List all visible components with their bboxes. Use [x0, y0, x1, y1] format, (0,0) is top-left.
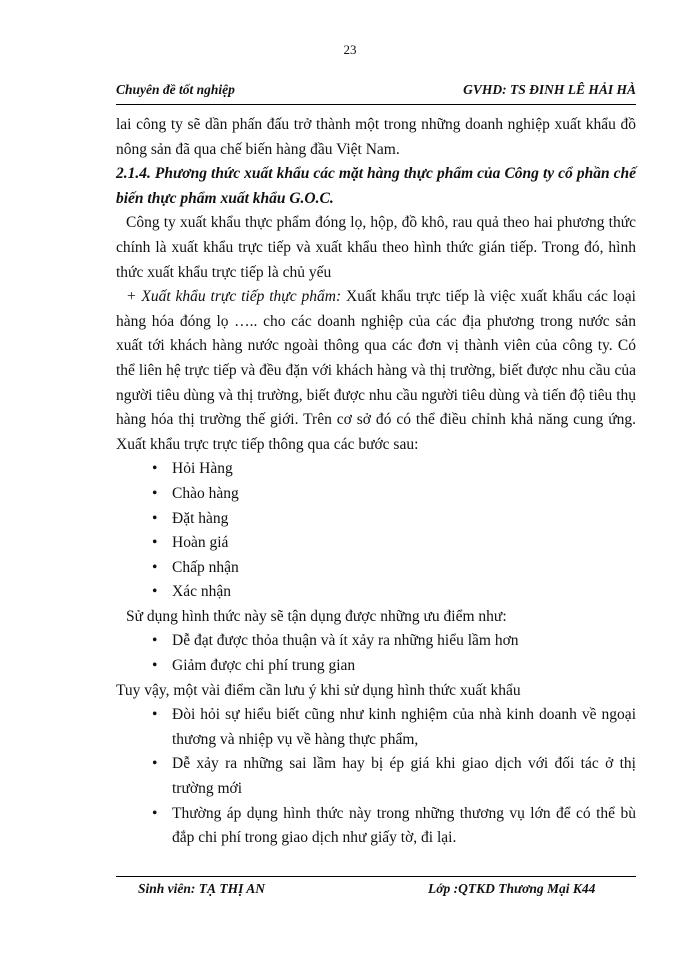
bullet-icon: •: [152, 804, 158, 822]
list-item: [152, 703, 636, 752]
paragraph-advantages-intro: Sử dụng hình thức này sẽ tận dụng được những ưu điểm như:: [126, 607, 507, 625]
notes-list: [116, 703, 636, 851]
list-item-text: Chấp nhận: [172, 558, 239, 576]
list-item-text: Hỏi Hàng: [172, 460, 233, 478]
header-supervisor: GVHD: TS ĐINH LÊ HẢI HÀ: [463, 82, 636, 97]
bullet-icon: •: [152, 706, 158, 724]
list-item: [152, 580, 636, 605]
bullet-icon: •: [152, 632, 158, 650]
list-item: [152, 531, 636, 556]
page-body: [116, 113, 636, 851]
paragraph-direct-export: [116, 285, 636, 457]
list-item-text: Dễ xảy ra những sai lầm hay bị ép giá khi giao dịch với đối tác ở thị trường mới: [172, 755, 636, 798]
list-item: [152, 752, 636, 801]
header-divider: [116, 104, 636, 105]
list-item: [152, 654, 636, 679]
list-item-text: Đặt hàng: [172, 509, 229, 527]
bullet-icon: •: [152, 509, 158, 527]
paragraph-methods: Công ty xuất khẩu thực phẩm đóng lọ, hộp, đồ khô, rau quả theo hai phương thức chính là xuất khẩu trực tiếp và xuất khẩu theo hình thức gián tiếp. Trong đó, hình thức xuất khẩu trực tiếp là chủ yếu: [116, 214, 636, 281]
list-item: [152, 556, 636, 581]
page-header: [116, 82, 636, 102]
list-item-text: Dễ đạt được thỏa thuận và ít xảy ra những hiểu lầm hơn: [172, 632, 519, 650]
list-item: [152, 802, 636, 851]
bullet-icon: •: [152, 583, 158, 601]
page-number: 23: [343, 42, 357, 57]
bullet-icon: •: [152, 484, 158, 502]
paragraph-notes-intro: Tuy vậy, một vài điểm cần lưu ý khi sử dụng hình thức xuất khẩu: [116, 681, 521, 699]
list-item-text: Chào hàng: [172, 484, 239, 502]
paragraph-intro: lai công ty sẽ dần phấn đấu trở thành một trong những doanh nghiệp xuất khẩu đồ nông sản đã qua chế biến hàng đầu Việt Nam.: [116, 116, 636, 158]
direct-export-text: Xuất khẩu trực tiếp là việc xuất khẩu các loại hàng hóa đóng lọ ….. cho các doanh nghiệp của các địa phương trong nước sản xuất tới khách hàng nước ngoài thông qua các đơn vị thành viên của công ty. Có thể liên hệ trực tiếp và đều đặn với khách hàng và thị trường, biết được nhu cầu của người tiêu dùng và thị trường, biết được nhu cầu người tiêu dùng và tiến độ tiêu thụ hàng hóa thị trường thế giới. Trên cơ sở đó có thể điều chỉnh khả năng cung ứng. Xuất khẩu trực trực tiếp thông qua các bước sau:: [116, 288, 636, 453]
bullet-icon: •: [152, 755, 158, 773]
footer-class: Lớp :QTKD Thương Mại K44: [428, 881, 596, 896]
list-item: [152, 629, 636, 654]
header-document-title: Chuyên đề tốt nghiệp: [116, 82, 235, 97]
bullet-icon: •: [152, 460, 158, 478]
list-item: [152, 457, 636, 482]
list-item: [152, 507, 636, 532]
list-item-text: Đòi hỏi sự hiểu biết cũng như kinh nghiệm của nhà kinh doanh về ngoại thương và nhiệp vụ về hàng thực phẩm,: [172, 706, 636, 748]
list-item-text: Thường áp dụng hình thức này trong những thương vụ lớn để có thể bù đắp chi phí trong giao dịch như giấy tờ, đi lại.: [172, 804, 636, 847]
bullet-icon: •: [152, 657, 158, 675]
footer-divider: [116, 876, 636, 877]
advantages-list: [116, 629, 636, 678]
page-footer: [116, 881, 636, 901]
bullet-icon: •: [152, 558, 158, 576]
section-heading: 2.1.4. Phương thức xuất khẩu các mặt hàng thực phẩm của Công ty cổ phần chế biến thực phẩm xuất khẩu G.O.C.: [116, 165, 636, 207]
list-item-text: Hoàn giá: [172, 534, 229, 552]
bullet-icon: •: [152, 534, 158, 552]
footer-student: Sinh viên: TẠ THỊ AN: [138, 881, 266, 896]
steps-list: [116, 457, 636, 605]
list-item-text: Xác nhận: [172, 583, 231, 601]
direct-export-label: + Xuất khẩu trực tiếp thực phẩm:: [126, 288, 342, 306]
list-item: [152, 482, 636, 507]
list-item-text: Giảm được chi phí trung gian: [172, 657, 356, 675]
